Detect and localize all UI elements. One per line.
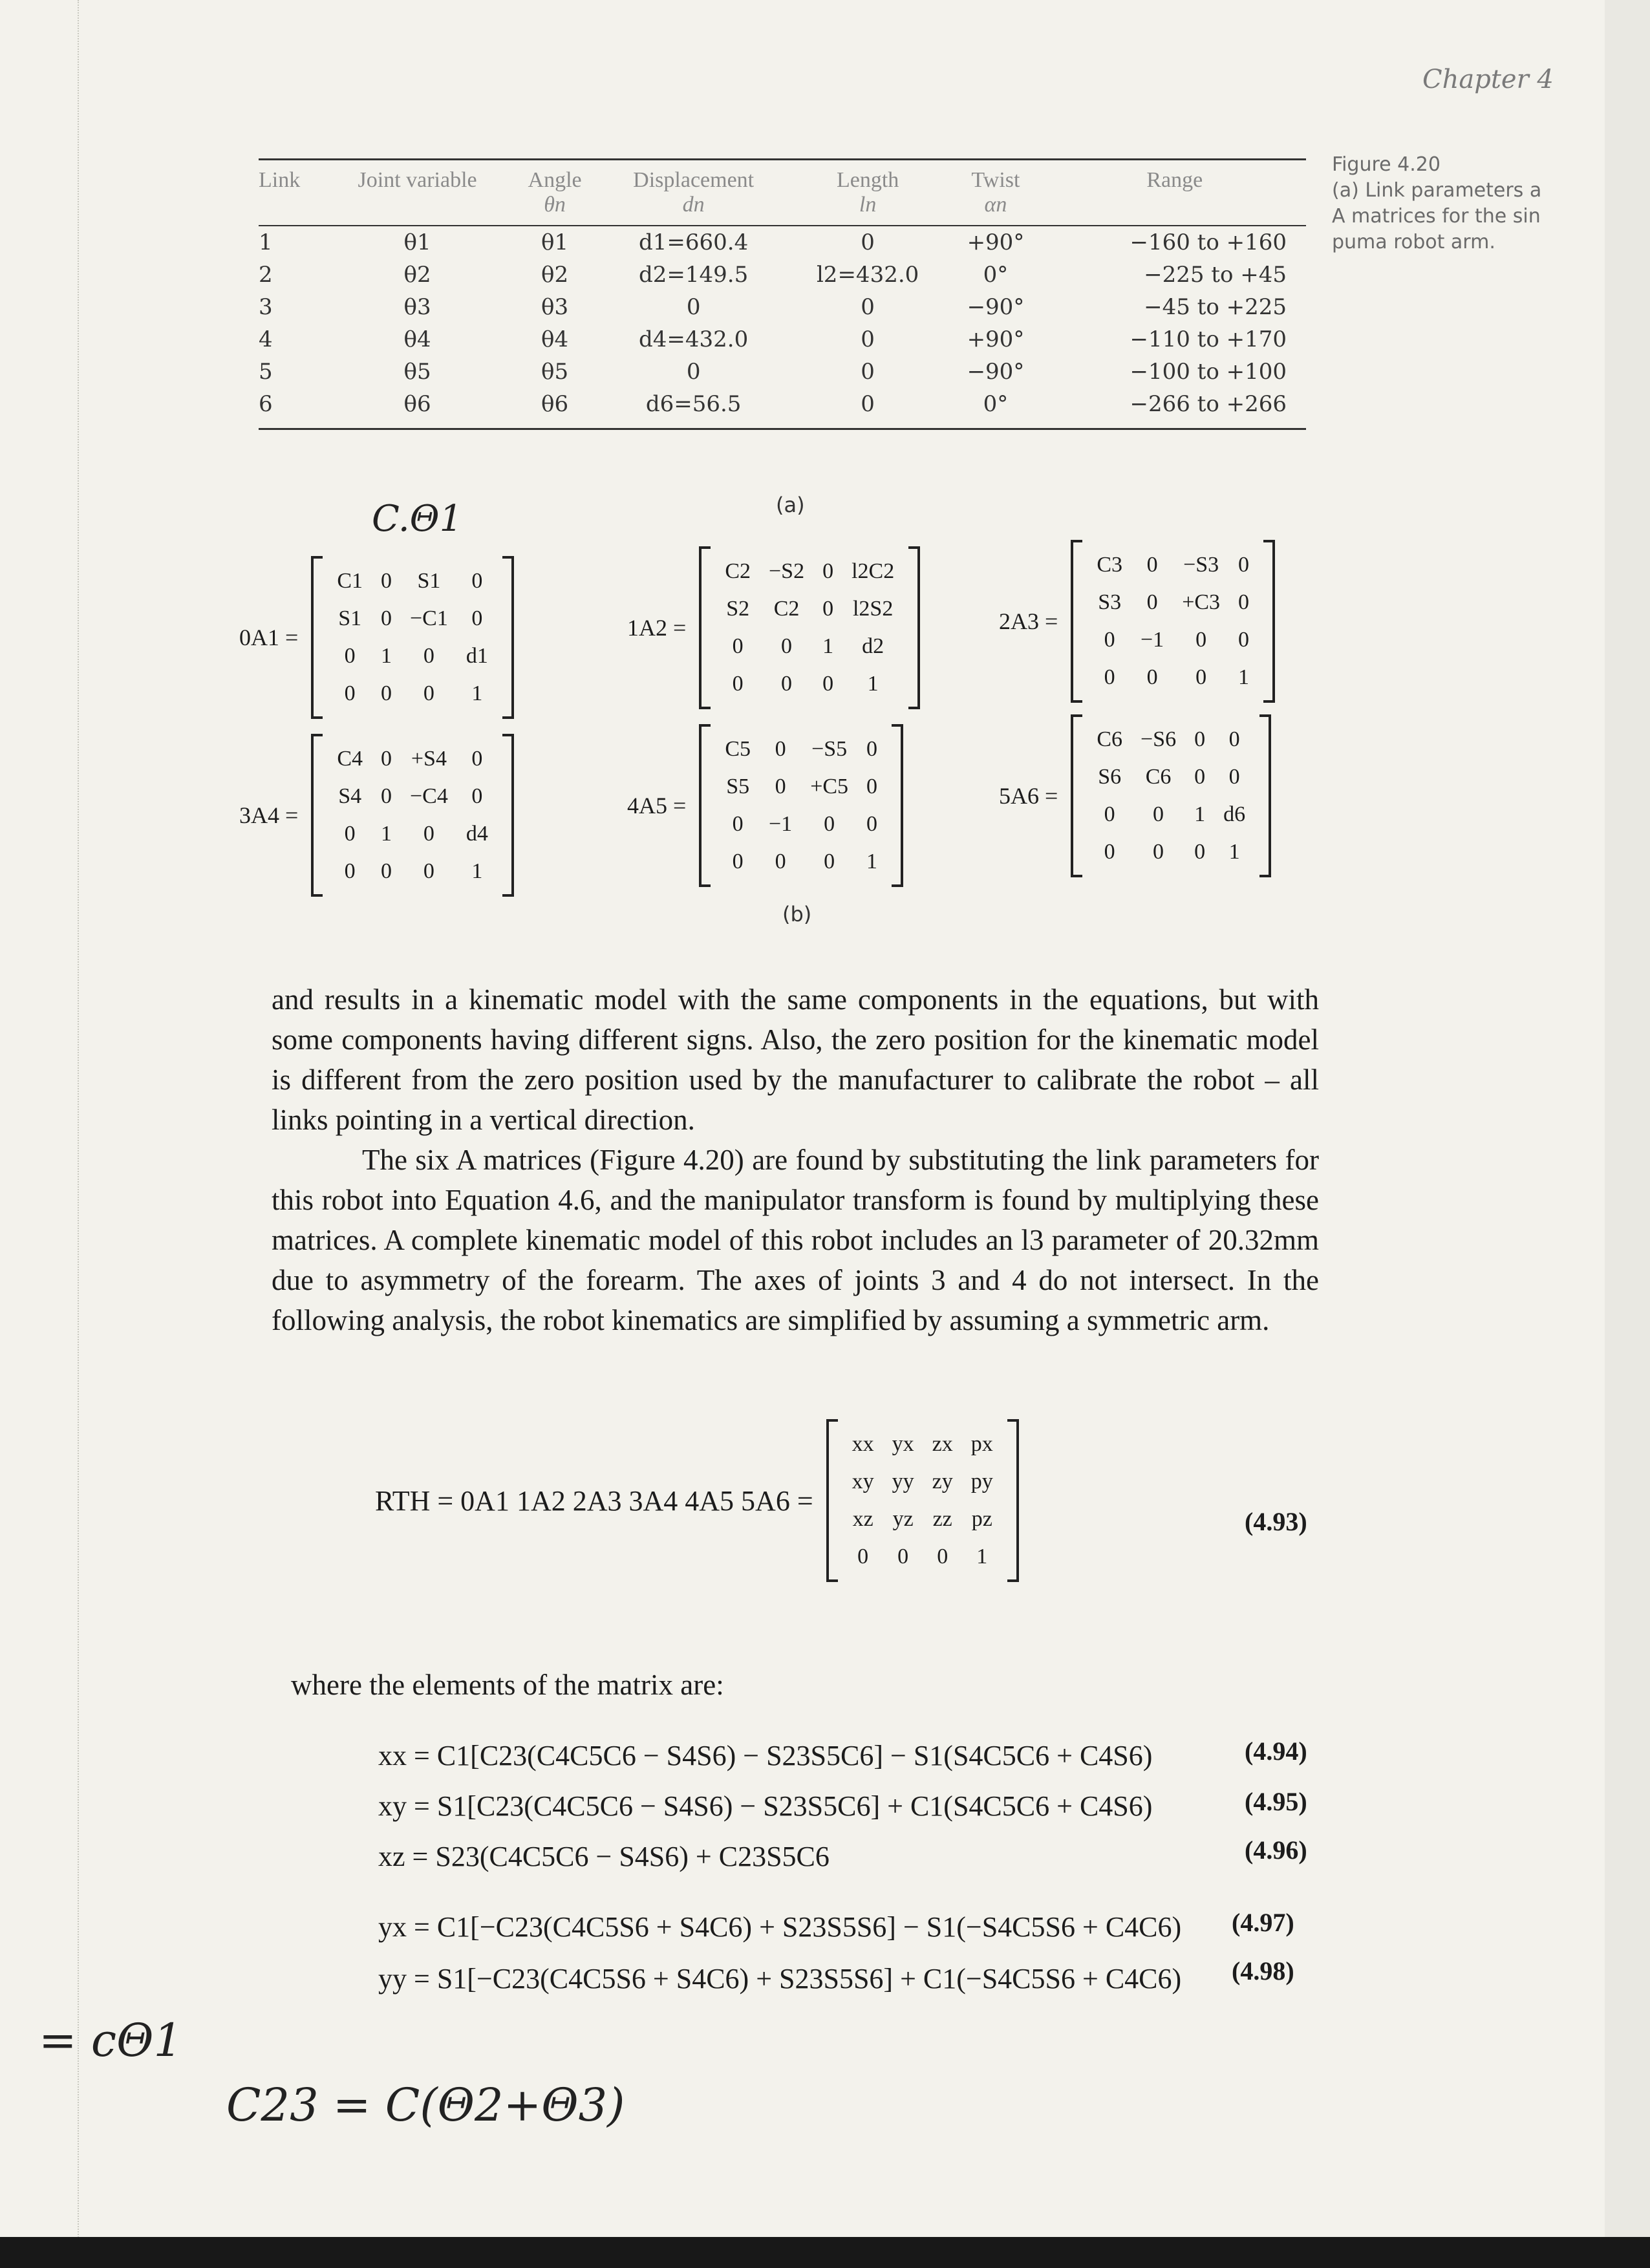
matrix-label: 0A1 = <box>239 625 299 650</box>
cell-displacement: d2=149.5 <box>639 262 749 288</box>
matrix-cell: yy <box>892 1470 914 1493</box>
matrix-cell: d1 <box>466 644 488 668</box>
matrix-cell: 0 <box>781 672 793 696</box>
cell-range: −100 to +100 <box>1130 359 1287 385</box>
matrix-cell: 0 <box>1104 840 1115 864</box>
matrix-label: 3A4 = <box>239 802 299 828</box>
matrix-cell: −S3 <box>1183 553 1219 577</box>
equation-4-98: yy = S1[−C23(C4C5S6 + S4C6) + S23S5S6] + C1(−S4C5S6 + C4C6) <box>378 1963 1182 1995</box>
cell-twist: −90° <box>967 359 1025 385</box>
cell-angle: θ4 <box>541 326 569 352</box>
cell-range: −225 to +45 <box>1144 262 1287 288</box>
matrix-cell: 0 <box>822 672 834 696</box>
matrix-cell: 1 <box>867 672 879 696</box>
matrix-cell: l2C2 <box>852 559 895 583</box>
matrix-cell: 0 <box>471 784 483 808</box>
col-header-link: Link <box>259 168 301 192</box>
cell-joint-variable: θ2 <box>403 262 431 288</box>
col-header-range: Range <box>1146 168 1203 192</box>
matrix-2A3 <box>999 540 1275 703</box>
cell-twist: 0° <box>983 262 1009 288</box>
matrix-cell: yz <box>892 1507 914 1531</box>
matrix-cell: S3 <box>1098 590 1122 614</box>
matrix-cell: 1 <box>1194 802 1206 826</box>
matrix-cell: 0 <box>781 634 793 658</box>
table-row <box>259 388 1306 429</box>
cell-range: −266 to +266 <box>1130 391 1287 417</box>
col-header-twist: Twist αn <box>971 168 1020 217</box>
matrix-cell: S6 <box>1098 765 1122 789</box>
matrix-cell: −C4 <box>410 784 448 808</box>
matrix-cell: 0 <box>732 850 744 873</box>
matrix-cell: 0 <box>381 784 392 808</box>
matrix-cell: 1 <box>381 822 392 846</box>
cell-joint-variable: θ4 <box>403 326 431 352</box>
matrix-label: 1A2 = <box>627 615 687 641</box>
matrix-cell: 0 <box>1228 727 1240 751</box>
cell-length: l2=432.0 <box>816 262 919 288</box>
matrix-cell: xy <box>852 1470 874 1493</box>
cell-link: 2 <box>259 262 273 288</box>
matrix-cell: 0 <box>381 681 392 705</box>
scan-margin-left <box>0 0 79 2268</box>
matrix-cell: 0 <box>344 859 356 883</box>
where-line: where the elements of the matrix are: <box>291 1669 724 1701</box>
matrix-cell: 1 <box>822 634 834 658</box>
matrix-cell: zy <box>932 1470 953 1493</box>
col-header-angle: Angle θn <box>528 168 582 217</box>
matrix-cell: −S5 <box>811 737 848 761</box>
matrix-cell: py <box>970 1470 993 1493</box>
matrix-cell: C3 <box>1097 553 1122 577</box>
matrix-3A4 <box>239 734 514 897</box>
matrix-cell: zz <box>932 1507 952 1531</box>
cell-joint-variable: θ3 <box>403 294 431 320</box>
matrix-1A2 <box>627 546 920 709</box>
matrix-cell: C1 <box>337 569 363 593</box>
matrix-cell: zx <box>932 1432 953 1456</box>
cell-link: 4 <box>259 326 273 352</box>
cell-displacement: d4=432.0 <box>639 326 749 352</box>
cell-angle: θ1 <box>541 230 569 255</box>
table-row <box>259 356 1306 388</box>
scan-edge-bottom <box>0 2237 1650 2268</box>
matrix-cell: 0 <box>344 644 356 668</box>
matrix-cell: C2 <box>773 597 800 621</box>
matrix-cell: 0 <box>1104 665 1115 689</box>
equation-4-97: yx = C1[−C23(C4C5S6 + S4C6) + S23S5S6] − S1(−S4C5S6 + C4C6) <box>378 1911 1182 1943</box>
matrix-cell: 0 <box>381 606 392 630</box>
cell-displacement: 0 <box>686 359 701 385</box>
link-parameter-table <box>259 158 1306 430</box>
cell-twist: +90° <box>967 326 1025 352</box>
chapter-header: Chapter 4 <box>1422 65 1554 94</box>
table-caption-a: (a) <box>776 493 805 517</box>
matrix-cell: −1 <box>769 812 793 836</box>
matrix-cell: px <box>970 1432 993 1456</box>
figure-caption: Figure 4.20 (a) Link parameters a A matrices for the sin puma robot arm. <box>1332 153 1542 253</box>
matrix-cell: −1 <box>1141 628 1164 652</box>
scan-margin-right <box>1605 0 1650 2237</box>
matrix-cell: l2S2 <box>852 597 894 621</box>
cell-angle: θ6 <box>541 391 569 417</box>
matrix-cell: +S4 <box>411 747 447 771</box>
matrix-cell: 0 <box>381 747 392 771</box>
matrix-label: 2A3 = <box>999 608 1058 634</box>
col-header-joint-variable: Joint variable <box>358 168 477 192</box>
cell-displacement: d6=56.5 <box>645 391 742 417</box>
matrix-cell: −C1 <box>410 606 448 630</box>
matrix-label: 5A6 = <box>999 783 1058 809</box>
matrix-cell: 0 <box>471 606 483 630</box>
matrix-cell: 0 <box>471 569 483 593</box>
matrix-cell: 0 <box>866 812 878 836</box>
matrix-cell: 0 <box>1194 727 1206 751</box>
cell-joint-variable: θ5 <box>403 359 431 385</box>
matrix-cell: 1 <box>471 681 483 705</box>
cell-twist: 0° <box>983 391 1009 417</box>
matrix-cell: −S2 <box>769 559 805 583</box>
handwritten-note-top: C.Θ1 <box>372 498 463 540</box>
matrix-cell: 0 <box>1238 590 1250 614</box>
matrix-cell: 0 <box>1146 590 1158 614</box>
cell-length: 0 <box>861 326 875 352</box>
matrix-cell: 0 <box>937 1545 948 1568</box>
cell-angle: θ3 <box>541 294 569 320</box>
matrix-cell: 0 <box>423 859 434 883</box>
matrix-cell: 0 <box>866 775 878 798</box>
matrix-cell: 0 <box>471 747 483 771</box>
matrix-cell: 0 <box>1194 765 1206 789</box>
matrix-cell: d6 <box>1223 802 1246 826</box>
cell-link: 1 <box>259 230 273 255</box>
equation-number-4-93: (4.93) <box>1245 1507 1307 1536</box>
matrix-cell: 1 <box>1238 665 1250 689</box>
matrix-cell: 0 <box>1238 553 1250 577</box>
handwritten-note-bottom-1: = cΘ1 <box>39 2014 183 2067</box>
matrix-cell: S5 <box>726 775 750 798</box>
matrix-5A6 <box>999 714 1271 877</box>
table-row <box>259 226 1306 259</box>
table-row <box>259 323 1306 356</box>
cell-range: −160 to +160 <box>1130 230 1287 255</box>
matrix-cell: 0 <box>1104 628 1115 652</box>
matrix-cell: 1 <box>976 1545 988 1568</box>
matrix-cell: 0 <box>866 737 878 761</box>
matrix-cell: S1 <box>417 569 441 593</box>
equation-number-4-95: (4.95) <box>1245 1787 1307 1816</box>
matrix-4A5 <box>627 724 903 887</box>
matrix-cell: 0 <box>1146 665 1158 689</box>
equation-number-4-98: (4.98) <box>1232 1956 1294 1985</box>
transform-lhs: RTH = 0A1 1A2 2A3 3A4 4A5 5A6 = <box>375 1484 813 1517</box>
matrix-cell: 0 <box>775 775 786 798</box>
cell-joint-variable: θ6 <box>403 391 431 417</box>
matrix-cell: C6 <box>1097 727 1122 751</box>
matrix-cell: 0 <box>423 644 434 668</box>
cell-length: 0 <box>861 391 875 417</box>
cell-link: 5 <box>259 359 273 385</box>
matrix-cell: 1 <box>1228 840 1240 864</box>
cell-link: 6 <box>259 391 273 417</box>
cell-link: 3 <box>259 294 273 320</box>
cell-angle: θ2 <box>541 262 569 288</box>
matrix-cell: 1 <box>866 850 878 873</box>
paragraph-2: The six A matrices (Figure 4.20) are found by substituting the link parameters for this robot into Equation 4.6, and the manipulator transform is found by multiplying these matrices. A complete kinematic model of this robot includes an l3 parameter of 20.32mm due to asymmetry of the forearm. The axes of joints 3 and 4 do not intersect. In the following analysis, the robot kinematics are simplified by assuming a symmetric arm. <box>272 1144 1319 1336</box>
matrix-cell: d2 <box>862 634 884 658</box>
matrix-cell: 0 <box>1153 802 1164 826</box>
matrix-cell: 0 <box>1195 628 1207 652</box>
cell-twist: +90° <box>967 230 1025 255</box>
matrices-caption-b: (b) <box>782 902 812 926</box>
matrix-cell: 0 <box>824 812 835 836</box>
matrix-cell: 0 <box>775 850 786 873</box>
matrix-cell: 0 <box>1153 840 1164 864</box>
matrix-cell: 0 <box>897 1545 909 1568</box>
matrix-cell: pz <box>971 1507 992 1531</box>
col-header-length: Length ln <box>836 168 899 217</box>
equation-4-95: xy = S1[C23(C4C5C6 − S4S6) − S23S5C6] + C1(S4C5C6 + C4S6) <box>378 1790 1153 1822</box>
matrix-cell: 1 <box>381 644 392 668</box>
matrix-cell: 0 <box>1238 628 1250 652</box>
body-text <box>272 979 1319 1340</box>
matrix-cell: 0 <box>775 737 786 761</box>
matrix-cell: S4 <box>338 784 362 808</box>
matrix-cell: C6 <box>1145 765 1172 789</box>
transform-equation <box>375 1419 1019 1582</box>
handwritten-note-bottom-2: C23 = C(Θ2+Θ3) <box>226 2079 625 2132</box>
matrix-cell: 0 <box>732 634 744 658</box>
matrix-cell: xx <box>852 1432 874 1456</box>
cell-length: 0 <box>861 230 875 255</box>
table-header-row <box>259 160 1306 226</box>
matrix-cell: 0 <box>381 859 392 883</box>
col-header-displacement: Displacement dn <box>633 168 755 217</box>
matrix-cell: d4 <box>466 822 488 846</box>
equation-number-4-94: (4.94) <box>1245 1737 1307 1766</box>
matrix-cell: 0 <box>423 822 434 846</box>
cell-displacement: 0 <box>686 294 701 320</box>
matrix-cell: 1 <box>471 859 483 883</box>
matrix-cell: 0 <box>423 681 434 705</box>
paragraph-1: and results in a kinematic model with the same components in the equations, but with some components having different signs. Also, the zero position for the kinematic model is different from the zero position used by the manufacturer to calibrate the robot – all links pointing in a vertical direction. <box>272 983 1319 1136</box>
matrix-cell: 0 <box>1104 802 1115 826</box>
matrix-cell: 0 <box>732 812 744 836</box>
matrix-cell: yx <box>892 1432 914 1456</box>
cell-angle: θ5 <box>541 359 569 385</box>
equation-4-94: xx = C1[C23(C4C5C6 − S4S6) − S23S5C6] − S1(S4C5C6 + C4S6) <box>378 1740 1153 1771</box>
matrix-cell: 0 <box>1194 840 1206 864</box>
matrix-cell: 0 <box>381 569 392 593</box>
equation-number-4-96: (4.96) <box>1245 1835 1307 1865</box>
matrix-cell: 0 <box>822 559 834 583</box>
equation-number-4-97: (4.97) <box>1232 1908 1294 1937</box>
matrix-cell: 0 <box>732 672 744 696</box>
matrix-cell: C5 <box>725 737 751 761</box>
cell-length: 0 <box>861 359 875 385</box>
matrix-cell: C2 <box>725 559 751 583</box>
cell-length: 0 <box>861 294 875 320</box>
matrix-cell: 0 <box>1146 553 1158 577</box>
matrix-cell: 0 <box>344 681 356 705</box>
matrix-cell: xz <box>852 1507 873 1531</box>
matrix-cell: S1 <box>338 606 362 630</box>
matrix-0A1 <box>239 556 514 719</box>
table-row <box>259 259 1306 291</box>
matrix-cell: C4 <box>337 747 363 771</box>
matrix-cell: −S6 <box>1141 727 1177 751</box>
matrix-cell: +C3 <box>1182 590 1221 614</box>
matrix-cell: 0 <box>1228 765 1240 789</box>
matrix-cell: +C5 <box>810 775 849 798</box>
cell-twist: −90° <box>967 294 1025 320</box>
table-row <box>259 291 1306 323</box>
matrix-cell: 0 <box>822 597 834 621</box>
cell-displacement: d1=660.4 <box>639 230 749 255</box>
cell-range: −110 to +170 <box>1130 326 1287 352</box>
matrix-cell: 0 <box>1195 665 1207 689</box>
equation-4-96: xz = S23(C4C5C6 − S4S6) + C23S5C6 <box>378 1841 830 1872</box>
matrix-cell: 0 <box>344 822 356 846</box>
matrix-cell: 0 <box>857 1545 869 1568</box>
cell-joint-variable: θ1 <box>403 230 431 255</box>
matrix-cell: 0 <box>824 850 835 873</box>
matrix-cell: S2 <box>726 597 750 621</box>
matrix-label: 4A5 = <box>627 793 687 818</box>
cell-range: −45 to +225 <box>1144 294 1287 320</box>
